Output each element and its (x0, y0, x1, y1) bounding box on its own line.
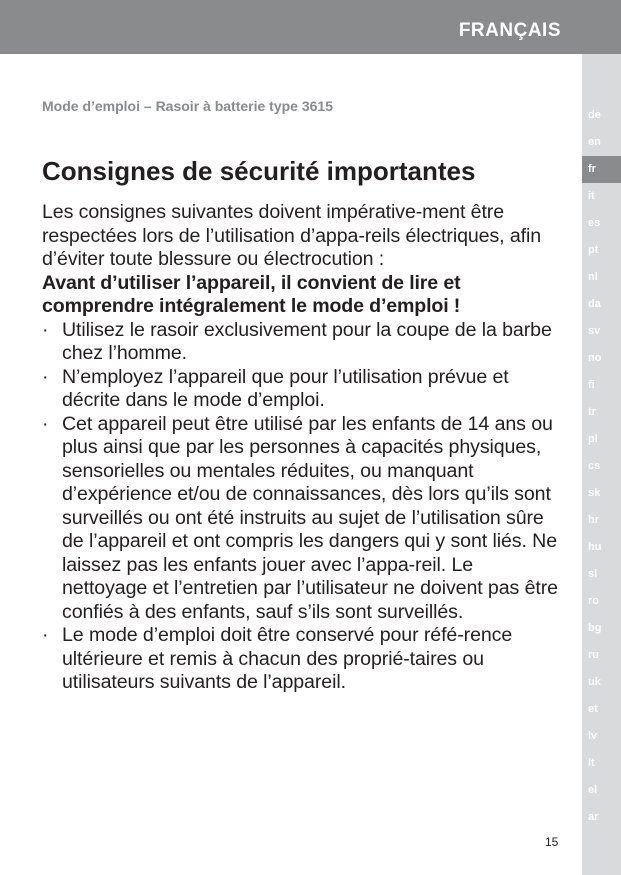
safety-bullet-item (42, 319, 562, 366)
language-tab-lt[interactable]: lt (588, 757, 595, 769)
bullet-text: Cet appareil peut être utilisé par les enfants de 14 ans ou plus ainsi que par les personnes à capacités physiques, sensorielles ou mentales réduites, ou manquant d’expérience et/ou de connaissances, dès lors qu’ils sont surveillés ou ont été instruits au sujet de l’utilisation sûre de l’appareil et ont compris les dangers qui y sont liés. Ne laissez pas les enfants jouer avec l’appa-reil. Le nettoyage et l’entretien par l’utilisateur ne doivent pas être confiés à des enfants, sauf s’ils sont surveillés. (62, 412, 558, 623)
language-tab-lv[interactable]: lv (588, 730, 598, 742)
page-number: 15 (545, 835, 559, 849)
safety-bullet-item (42, 366, 562, 413)
language-tab-sk[interactable]: sk (588, 487, 601, 499)
language-tab-fr[interactable]: fr (582, 156, 621, 183)
language-tab-bg[interactable]: bg (588, 622, 602, 634)
language-tab-no[interactable]: no (588, 352, 602, 364)
header-bar (0, 0, 621, 54)
language-tab-sv[interactable]: sv (588, 325, 601, 337)
document-subtitle: Mode d’emploi – Rasoir à batterie type 3615 (42, 98, 333, 114)
language-tab-da[interactable]: da (588, 298, 601, 310)
bullet-text: N’employez l’appareil que pour l’utilisation prévue et décrite dans le mode d’emploi. (62, 365, 509, 411)
section-heading: Consignes de sécurité importantes (42, 156, 476, 186)
warning-paragraph: Avant d’utiliser l’appareil, il convient de lire et comprendre intégralement le mode d’emploi ! (42, 271, 461, 317)
language-tab-nl[interactable]: nl (588, 271, 598, 283)
language-tab-pl[interactable]: pl (588, 433, 598, 445)
language-tab-ru[interactable]: ru (588, 649, 599, 661)
bullet-text: Utilisez le rasoir exclusivement pour la coupe de la barbe chez l’homme. (62, 318, 552, 364)
bullet-marker: · (42, 412, 49, 435)
language-tab-uk[interactable]: uk (588, 676, 601, 688)
bullet-marker: · (42, 365, 49, 388)
language-tab-it[interactable]: it (588, 190, 595, 202)
safety-content (42, 201, 562, 695)
language-tab-tr[interactable]: tr (588, 406, 596, 418)
language-tab-et[interactable]: et (588, 703, 598, 715)
safety-bullet-item (42, 624, 562, 695)
safety-bullet-list (42, 319, 562, 695)
language-tab-es[interactable]: es (588, 217, 601, 229)
language-tab-hr[interactable]: hr (588, 514, 599, 526)
safety-bullet-item (42, 413, 562, 625)
intro-paragraph: Les consignes suivantes doivent impérative-ment être respectées lors de l’utilisation d’appa-reils électriques, afin d’éviter toute blessure ou électrocution : (42, 201, 542, 270)
language-tab-sl[interactable]: sl (588, 568, 598, 580)
language-tabs (582, 54, 621, 875)
language-tab-ro[interactable]: ro (588, 595, 599, 607)
bullet-marker: · (42, 624, 49, 646)
language-title: FRANÇAIS (458, 20, 561, 41)
language-tab-cs[interactable]: cs (588, 460, 601, 472)
language-tab-en[interactable]: en (588, 136, 601, 148)
language-tab-fi[interactable]: fi (588, 379, 595, 391)
language-tab-el[interactable]: el (588, 784, 598, 796)
language-tab-pt[interactable]: pt (588, 244, 599, 256)
language-tab-hu[interactable]: hu (588, 541, 602, 553)
language-tab-ar[interactable]: ar (588, 811, 599, 823)
bullet-text: Le mode d’emploi doit être conservé pour réfé-rence ultérieure et remis à chacun des proprié-taires ou utilisateurs suivants de l’appareil. (62, 624, 513, 693)
language-list (582, 102, 621, 831)
language-tab-de[interactable]: de (588, 109, 601, 121)
bullet-marker: · (42, 318, 49, 341)
